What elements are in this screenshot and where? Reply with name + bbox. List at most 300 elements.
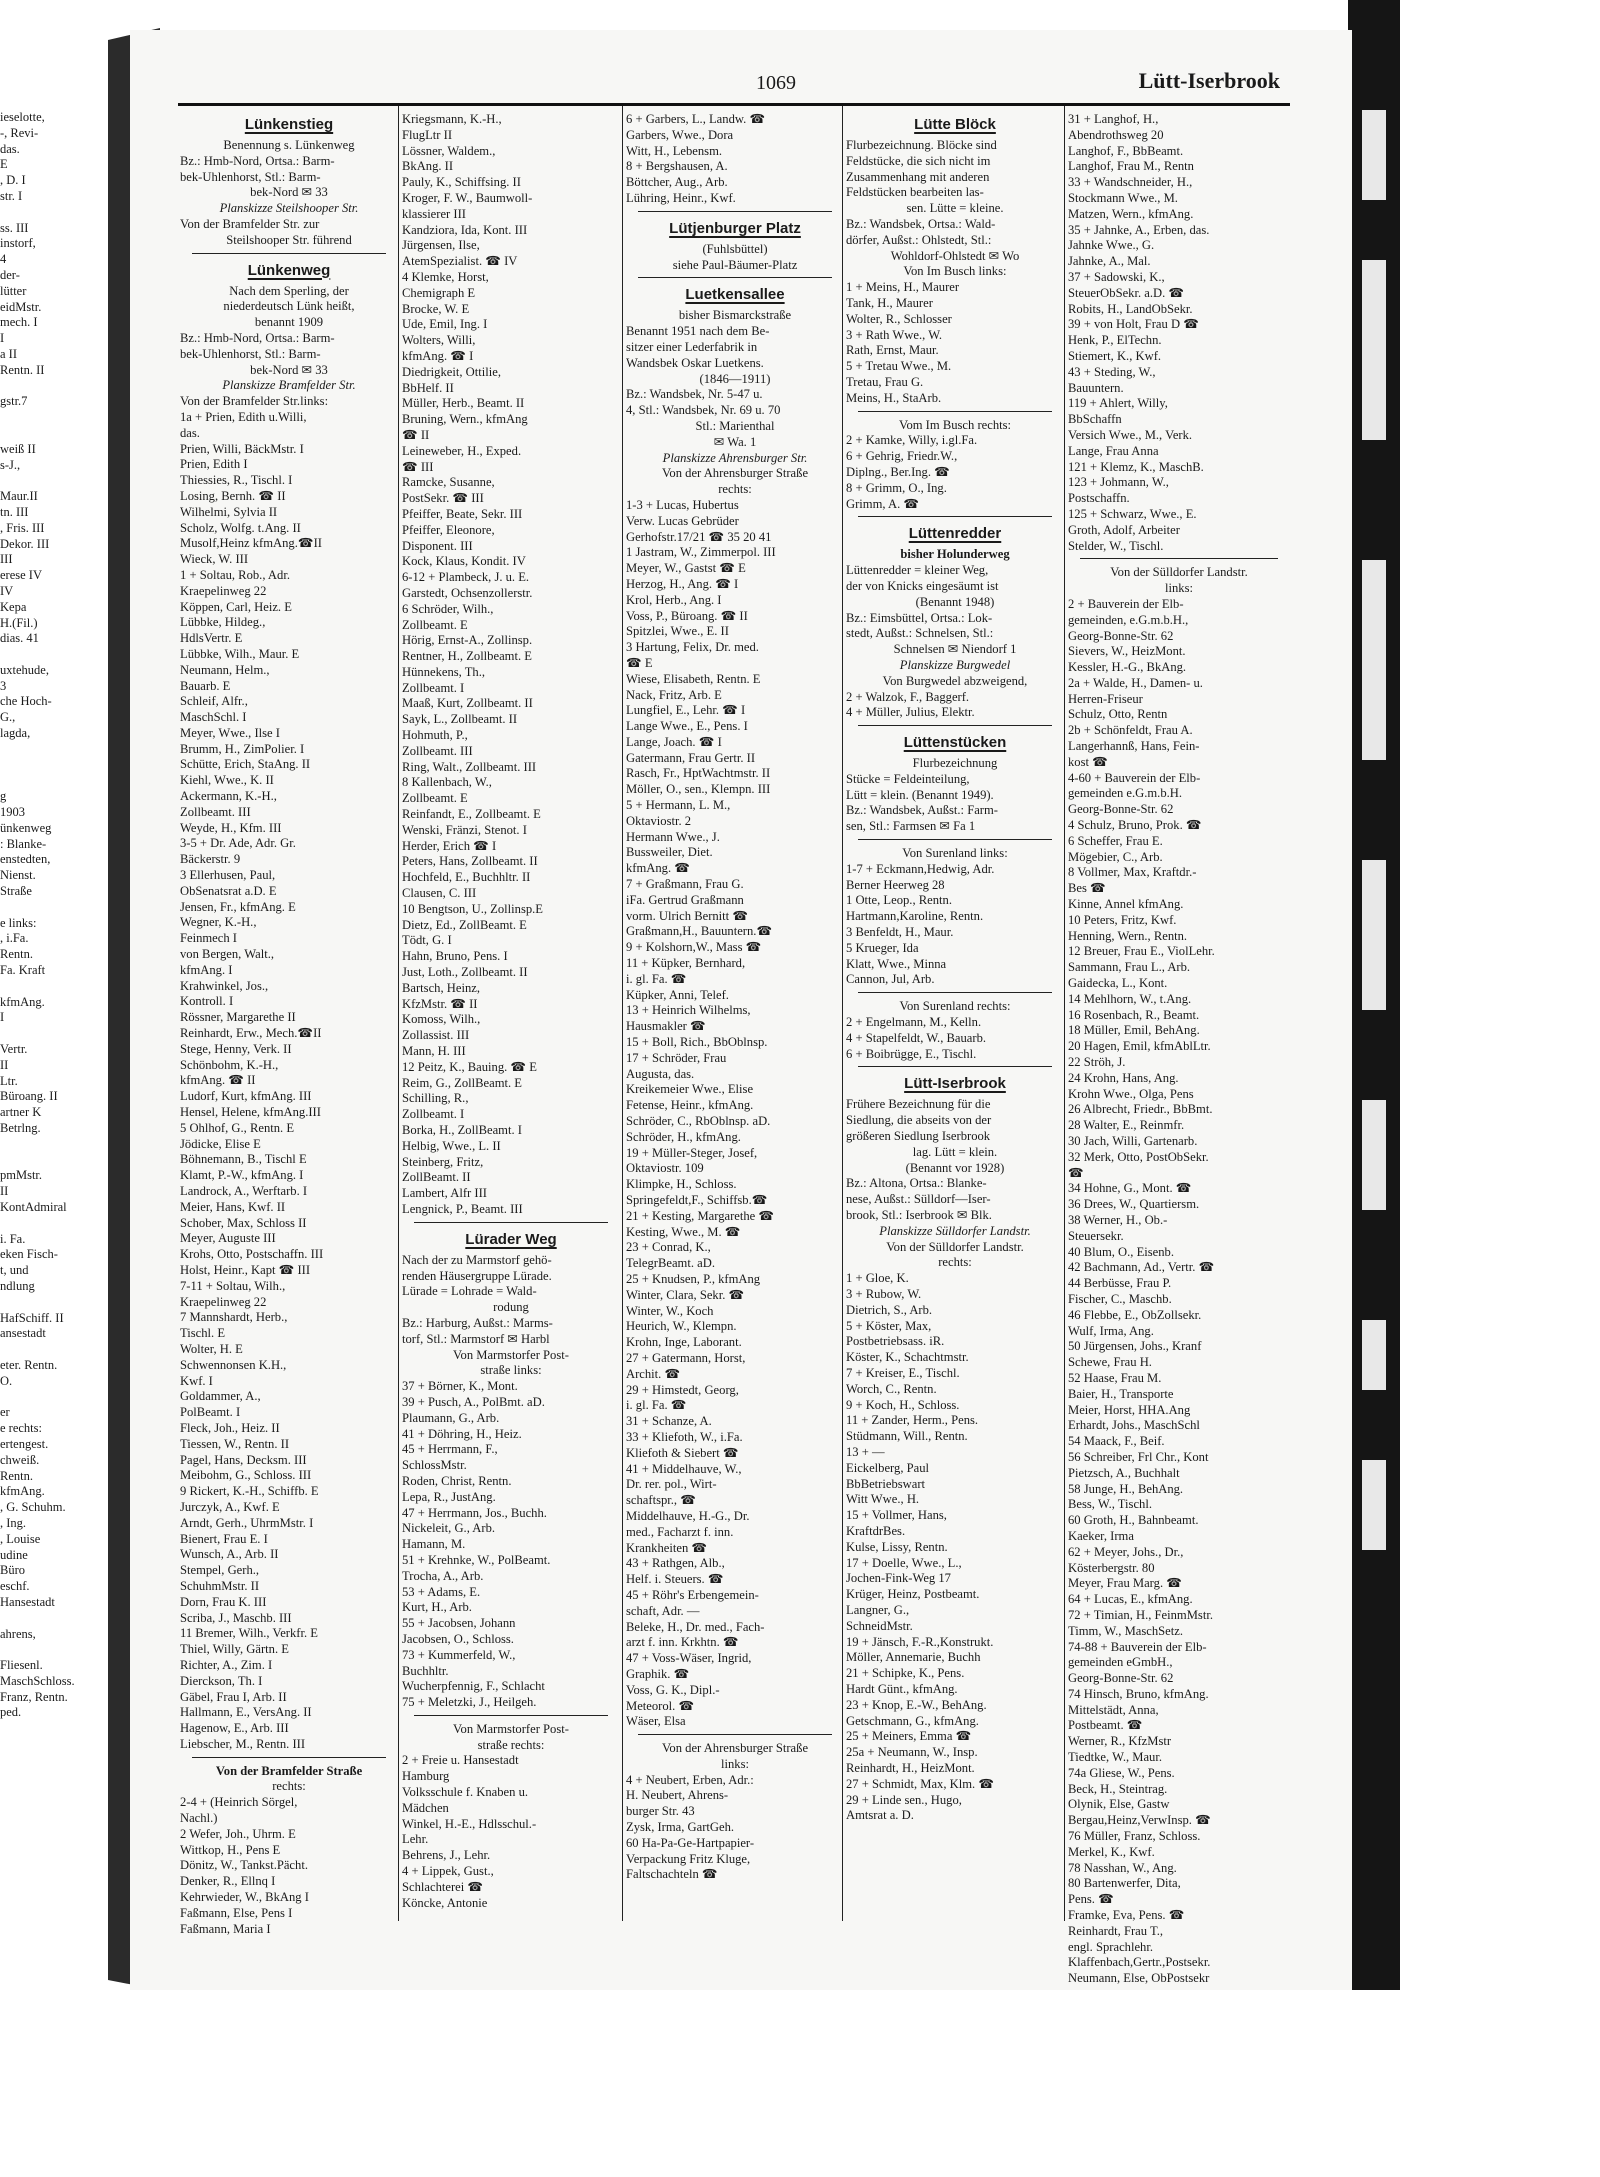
directory-entry: 34 Hohne, G., Mont. ☎ <box>1068 1181 1192 1196</box>
directory-entry: Wandsbek Oskar Luetkens. <box>626 355 764 370</box>
directory-entry: Hohmuth, P., <box>402 728 468 743</box>
directory-entry: Meibohm, G., Schloss. III <box>180 1468 312 1483</box>
street-heading: Lütt-Iserbrook <box>904 1075 1006 1093</box>
directory-entry: Von der Ahrensburger Straße <box>661 1741 809 1756</box>
directory-entry: Georg-Bonne-Str. 62 <box>1068 1671 1174 1686</box>
directory-entry: 2a + Walde, H., Damen- u. <box>1068 675 1203 690</box>
directory-entry: Tank, H., Maurer <box>846 295 933 310</box>
directory-entry: Schulz, Otto, Rentn <box>1068 707 1168 722</box>
directory-entry: 11 + Zander, Herm., Pens. <box>846 1413 979 1428</box>
directory-entry: Denker, R., Ellnq I <box>180 1874 276 1889</box>
directory-entry: Böhnemann, B., Tischl E <box>180 1152 307 1167</box>
directory-entry: 31 + Langhof, H., <box>1068 112 1159 126</box>
directory-entry: Gäbel, Frau I, Arb. II <box>180 1689 287 1704</box>
directory-entry: schaft, Adr. — <box>626 1603 700 1618</box>
header-rule <box>178 103 1290 106</box>
directory-entry: (1846—1911) <box>699 371 771 386</box>
directory-entry: Hermann Wwe., J. <box>626 829 720 844</box>
directory-entry: 1-3 + Lucas, Hubertus <box>626 497 739 512</box>
prev-page-fragment <box>0 1642 104 1658</box>
directory-entry: AtemSpezialist. ☎ IV <box>402 254 518 269</box>
directory-entry: 6 + Gehrig, Friedr.W., <box>846 449 958 464</box>
page-number: 1069 <box>756 72 796 94</box>
directory-entry: 41 + Döhring, H., Heiz. <box>402 1426 522 1441</box>
directory-entry: Wiese, Elisabeth, Rentn. E <box>626 671 761 686</box>
directory-entry: Wulf, Irma, Ang. <box>1068 1323 1154 1338</box>
directory-entry: 28 Walter, E., Reinmfr. <box>1068 1118 1185 1133</box>
directory-entry: PolBeamt. I <box>180 1405 241 1420</box>
directory-entry: Von Marmstorfer Post- <box>453 1721 569 1736</box>
directory-entry: Henning, Wern., Rentn. <box>1068 928 1188 943</box>
directory-entry: Dönitz, W., Tankst.Pächt. <box>180 1858 308 1873</box>
directory-entry: Reim, G., ZollBeamt. E <box>402 1075 522 1090</box>
directory-entry: 21 + Kesting, Margarethe ☎ <box>626 1208 775 1223</box>
directory-entry: Pietzsch, A., Buchhalt <box>1068 1465 1180 1480</box>
directory-entry: rechts: <box>718 482 752 497</box>
directory-entry: Komoss, Wilh., <box>402 1012 481 1027</box>
prev-page-fragment: E <box>0 157 8 172</box>
directory-entry: Kaeker, Irma <box>1068 1528 1134 1543</box>
directory-entry: gemeinden eGmbH., <box>1068 1655 1173 1670</box>
directory-entry: Diplng., Ber.Ing. ☎ <box>846 464 950 479</box>
directory-entry: Scriba, J., Maschb. III <box>180 1610 292 1625</box>
directory-entry: Mann, H. III <box>402 1044 466 1059</box>
directory-entry: Augusta, das. <box>626 1066 695 1081</box>
directory-entry: (Fuhlsbüttel) <box>702 241 768 256</box>
directory-entry: Faßmann, Else, Pens I <box>180 1905 293 1920</box>
directory-entry: straße rechts: <box>477 1737 545 1752</box>
directory-entry: 53 + Adams, E. <box>402 1584 481 1599</box>
directory-entry: H. Neubert, Ahrens- <box>626 1788 729 1803</box>
directory-entry: der von Knicks eingesäumt ist <box>846 578 999 593</box>
directory-entry: Hensel, Helene, kfmAng.III <box>180 1105 321 1120</box>
directory-entry: KfzMstr. ☎ II <box>402 996 478 1011</box>
prev-page-fragment: KontAdmiral <box>0 1199 67 1214</box>
directory-entry: Liebscher, M., Rentn. III <box>180 1736 306 1751</box>
prev-page-fragment: Büro <box>0 1563 25 1578</box>
prev-page-fragment: ss. III <box>0 220 29 235</box>
directory-entry: Winkel, H.-E., Hdlsschul.- <box>402 1816 537 1831</box>
directory-entry: Matzen, Wern., kfmAng. <box>1068 206 1194 221</box>
directory-entry: Meyer, Frau Marg. ☎ <box>1068 1576 1182 1591</box>
directory-entry: sen. Lütte = kleine. <box>906 201 1004 216</box>
directory-entry: Tretau, Frau G. <box>846 374 924 389</box>
directory-entry: Verw. Lucas Gebrüder <box>626 513 739 528</box>
directory-entry: 18 Müller, Emil, BehAng. <box>1068 1023 1200 1038</box>
directory-entry: Kesting, Wwe., M. ☎ <box>626 1224 741 1239</box>
directory-entry: 6 + Garbers, L., Landw. ☎ <box>626 112 766 126</box>
directory-entry: Verpackung Fritz Kluge, <box>626 1851 751 1866</box>
directory-entry: sen, Stl.: Farmsen ✉ Fa 1 <box>846 819 976 834</box>
directory-entry: iFa. Gertrud Graßmann <box>626 892 744 907</box>
prev-page-fragment: enstedten, <box>0 852 51 867</box>
prev-page-fragment: udine <box>0 1547 28 1562</box>
directory-entry: Bergau,Heinz,VerwInsp. ☎ <box>1068 1813 1211 1828</box>
directory-entry: dörfer, Außst.: Ohlstedt, Stl.: <box>846 232 992 247</box>
prev-page-fragment: MaschSchloss. <box>0 1673 75 1688</box>
prev-page-fragment <box>0 773 104 789</box>
directory-entry: 36 Drees, W., Quartiersm. <box>1068 1197 1200 1212</box>
directory-entry: Wilhelmi, Sylvia II <box>180 504 278 519</box>
street-heading: Lünkenweg <box>247 261 331 279</box>
directory-entry: 73 + Kummerfeld, W., <box>402 1647 516 1662</box>
directory-entry: Stempel, Gerh., <box>180 1563 260 1578</box>
directory-entry: Klimpke, H., Schloss. <box>626 1177 737 1192</box>
directory-entry: Mädchen <box>402 1800 449 1815</box>
directory-entry: 3 + Rath Wwe., W. <box>846 327 943 342</box>
directory-entry: 7-11 + Soltau, Wilh., <box>180 1278 286 1293</box>
directory-entry: Hausmakler ☎ <box>626 1019 706 1034</box>
directory-entry: Wegner, K.-H., <box>180 915 257 930</box>
prev-page-fragment: a II <box>0 346 17 361</box>
directory-entry: 47 + Herrmann, Jos., Buchh. <box>402 1505 547 1520</box>
street-heading: Lütjenburger Platz <box>669 219 801 237</box>
prev-page-fragment: II <box>0 1184 9 1199</box>
directory-entry: Voss, G. K., Dipl.- <box>626 1682 720 1697</box>
directory-entry: Bz.: Hmb-Nord, Ortsa.: Barm- <box>180 330 335 345</box>
directory-entry: 5 + Tretau Wwe., M. <box>846 359 952 374</box>
directory-entry: KraftdrBes. <box>846 1523 906 1538</box>
directory-entry: i. gl. Fa. ☎ <box>626 1398 687 1413</box>
directory-entry: Zollbeamt. E <box>402 617 468 632</box>
directory-entry: 3 Ellerhusen, Paul, <box>180 868 276 883</box>
previous-page-column <box>0 110 104 1721</box>
directory-entry: Volksschule f. Knaben u. <box>402 1785 529 1800</box>
directory-entry: 25 + Meiners, Emma ☎ <box>846 1729 972 1744</box>
directory-entry: Bienert, Frau E. I <box>180 1531 268 1546</box>
prev-page-fragment: das. <box>0 141 20 156</box>
prev-page-fragment: , G. Schuhm. <box>0 1500 66 1515</box>
prev-page-fragment: Straße <box>0 884 32 899</box>
directory-entry: 6 Scheffer, Frau E. <box>1068 833 1163 848</box>
directory-entry: Tödt, G. I <box>402 933 452 948</box>
directory-entry: 10 Peters, Fritz, Kwf. <box>1068 912 1177 927</box>
directory-entry: Olynik, Else, Gastw <box>1068 1797 1170 1812</box>
directory-entry: Goldammer, A., <box>180 1389 261 1404</box>
directory-entry: Stelder, W., Tischl. <box>1068 538 1164 553</box>
column-separator <box>622 106 623 1921</box>
directory-entry: Scholz, Wolfg. t.Ang. II <box>180 520 301 535</box>
directory-entry: Zollbeamt. III <box>180 804 251 819</box>
directory-entry: Georg-Bonne-Str. 62 <box>1068 802 1174 817</box>
directory-entry: Hünnekens, Th., <box>402 664 486 679</box>
directory-entry: Krohn Wwe., Olga, Pens <box>1068 1086 1194 1101</box>
prev-page-fragment <box>0 979 104 995</box>
directory-entry: Groth, Adolf, Arbeiter <box>1068 522 1180 537</box>
directory-entry: Lambert, Alfr III <box>402 1186 487 1201</box>
directory-entry: Amtsrat a. D. <box>846 1808 914 1823</box>
directory-entry: Erhardt, Johs., MaschSchl <box>1068 1418 1200 1433</box>
directory-entry: Reinfandt, E., Zollbeamt. E <box>402 807 541 822</box>
directory-entry: med., Facharzt f. inn. <box>626 1524 734 1539</box>
directory-entry: Bess, W., Tischl. <box>1068 1497 1152 1512</box>
directory-entry: größeren Siedlung Iserbrook <box>846 1129 991 1144</box>
directory-entry: Witt Wwe., H. <box>846 1492 920 1507</box>
directory-column-5 <box>1068 112 1290 1987</box>
prev-page-fragment: instorf, <box>0 236 36 251</box>
directory-entry: Faßmann, Maria I <box>180 1921 271 1936</box>
directory-entry: Hallmann, E., VersAng. II <box>180 1705 312 1720</box>
directory-entry: SteuerObSekr. a.D. ☎ <box>1068 285 1185 300</box>
directory-entry: Winter, Clara, Sekr. ☎ <box>626 1287 745 1302</box>
directory-entry: Kandziora, Ida, Kont. III <box>402 222 528 237</box>
directory-entry: Schilling, R., <box>402 1091 469 1106</box>
prev-page-fragment <box>0 205 104 221</box>
directory-entry: 17 + Doelle, Wwe., L., <box>846 1555 962 1570</box>
directory-entry: Kiehl, Wwe., K. II <box>180 773 274 788</box>
directory-entry: Zollbeamt. I <box>402 680 465 695</box>
directory-entry: 50 Jürgensen, Johs., Kranf <box>1068 1339 1202 1354</box>
directory-entry: Bussweiler, Diet. <box>626 845 713 860</box>
directory-entry: 25a + Neumann, W., Insp. <box>846 1745 978 1760</box>
directory-entry: Pfeiffer, Beate, Sekr. III <box>402 506 523 521</box>
directory-entry: 1 Otte, Leop., Rentn. <box>846 893 952 908</box>
directory-entry: 5 + Köster, Max, <box>846 1318 932 1333</box>
directory-entry: 6-12 + Plambeck, J. u. E. <box>402 570 530 585</box>
directory-entry: Schewe, Frau H. <box>1068 1355 1152 1370</box>
directory-entry: Nack, Fritz, Arb. E <box>626 687 722 702</box>
directory-entry: Helf. i. Steuers. ☎ <box>626 1572 724 1587</box>
directory-entry: 8 Vollmer, Max, Kraftdr.- <box>1068 865 1197 880</box>
street-heading: Lünkenstieg <box>244 116 334 133</box>
prev-page-fragment <box>0 1216 104 1232</box>
directory-entry: 72 + Timian, H., FeinmMstr. <box>1068 1607 1213 1622</box>
prev-page-fragment <box>0 1026 104 1042</box>
directory-entry: Bz.: Wandsbek, Ortsa.: Wald- <box>846 216 996 231</box>
directory-entry: 3 Benfeldt, H., Maur. <box>846 925 954 940</box>
prev-page-fragment: ped. <box>0 1705 22 1720</box>
directory-entry: 9 + Kolshorn,W., Mass ☎ <box>626 940 762 955</box>
prev-page-fragment <box>0 1137 104 1153</box>
directory-entry: Merkel, K., Kwf. <box>1068 1844 1155 1859</box>
directory-entry: Schröder, H., kfmAng. <box>626 1129 741 1144</box>
directory-entry: Henk, P., ElTechn. <box>1068 333 1162 348</box>
prev-page-fragment: III <box>0 552 13 567</box>
directory-entry: Von Surenland links: <box>902 846 1008 861</box>
directory-entry: Krol, Herb., Ang. I <box>626 592 722 607</box>
directory-entry: 3-5 + Dr. Ade, Adr. Gr. <box>180 836 296 851</box>
directory-entry: Schleif, Alfr., <box>180 694 248 709</box>
directory-entry: Köster, K., Schachtmstr. <box>846 1350 969 1365</box>
section-divider <box>192 1757 386 1758</box>
prev-page-fragment: Kepa <box>0 599 27 614</box>
directory-entry: Kinne, Annel kfmAng. <box>1068 897 1184 912</box>
directory-entry: Schönbohm, K.-H., <box>180 1057 279 1072</box>
directory-entry: Köppen, Carl, Heiz. E <box>180 599 292 614</box>
prev-page-fragment: ieselotte, <box>0 110 45 124</box>
directory-entry: Möller, Annemarie, Buchh <box>846 1650 981 1665</box>
directory-entry: 39 + von Holt, Frau D ☎ <box>1068 317 1199 332</box>
directory-entry: Langner, G., <box>846 1602 910 1617</box>
section-divider <box>858 725 1052 726</box>
directory-entry: Wunsch, A., Arb. II <box>180 1547 279 1562</box>
directory-entry: Lungfiel, E., Lehr. ☎ I <box>626 703 746 718</box>
directory-entry: PostSekr. ☎ III <box>402 491 484 506</box>
prev-page-fragment: Franz, Rentn. <box>0 1689 68 1704</box>
directory-entry: Graphik. ☎ <box>626 1666 690 1681</box>
prev-page-fragment: i. Fa. <box>0 1231 26 1246</box>
directory-entry: lag. Lütt = klein. <box>912 1144 998 1159</box>
directory-entry: gemeinden, e.G.m.b.H., <box>1068 612 1189 627</box>
directory-entry: 5 Ohlhof, G., Rentn. E <box>180 1120 295 1135</box>
directory-entry: Leineweber, H., Exped. <box>402 443 522 458</box>
directory-entry: klassierer III <box>402 206 466 221</box>
directory-entry: 58 Junge, H., BehAng. <box>1068 1481 1184 1496</box>
directory-entry: kfmAng. ☎ I <box>402 348 474 363</box>
directory-entry: Wolter, R., Schlosser <box>846 311 952 326</box>
directory-entry: 119 + Ahlert, Willy, <box>1068 396 1168 411</box>
directory-entry: benannt 1909 <box>254 315 324 330</box>
directory-entry: Kontroll. I <box>180 994 234 1009</box>
section-divider <box>192 253 386 254</box>
directory-entry: Kroger, F. W., Baumwoll- <box>402 190 533 205</box>
directory-entry: Frühere Bezeichnung für die <box>846 1097 991 1112</box>
directory-entry: Rasch, Fr., HptWachtmstr. II <box>626 766 771 781</box>
directory-entry: Ramcke, Susanne, <box>402 475 495 490</box>
directory-entry: Stl.: Marienthal <box>695 418 775 433</box>
prev-page-fragment: g <box>0 789 7 804</box>
directory-entry: 29 + Linde sen., Hugo, <box>846 1792 962 1807</box>
directory-entry: Von der Bramfelder Str. zur <box>180 216 320 231</box>
directory-entry: 8 + Bergshausen, A. <box>626 159 728 174</box>
directory-entry: Grimm, A. ☎ <box>846 496 920 511</box>
directory-entry: 51 + Krehnke, W., PolBeamt. <box>402 1552 551 1567</box>
directory-entry: Baier, H., Transporte <box>1068 1386 1174 1401</box>
directory-entry: Brumm, H., ZimPolier. I <box>180 741 305 756</box>
directory-entry: Landrock, A., Werftarb. I <box>180 1184 308 1198</box>
prev-page-fragment: , D. I <box>0 173 26 188</box>
directory-entry: Jensen, Fr., kfmAng. E <box>180 899 296 914</box>
directory-entry: Zollbeamt. E <box>402 791 468 806</box>
directory-entry: 4 + Lippek, Gust., <box>402 1864 494 1879</box>
directory-entry: 40 Blum, O., Eisenb. <box>1068 1244 1174 1259</box>
directory-entry: Worch, C., Rentn. <box>846 1381 937 1396</box>
column-separator <box>1064 106 1065 1921</box>
directory-entry: Meteorol. ☎ <box>626 1698 695 1713</box>
prev-page-fragment <box>0 473 104 489</box>
prev-page-fragment: Rentn. <box>0 1468 33 1483</box>
directory-entry: Hochfeld, E., Buchhltr. II <box>402 870 531 885</box>
section-divider <box>638 211 832 212</box>
directory-entry: gemeinden e.G.m.b.H. <box>1068 786 1183 801</box>
directory-entry: Just, Loth., Zollbeamt. II <box>402 965 528 980</box>
directory-entry: Richter, A., Zim. I <box>180 1657 273 1672</box>
directory-entry: 2 + Bauverein der Elb- <box>1068 596 1184 611</box>
prev-page-fragment <box>0 758 104 774</box>
directory-entry: Planskizze Sülldorfer Landstr. <box>879 1223 1031 1238</box>
directory-entry: Schütte, Erich, StaAng. II <box>180 757 311 772</box>
prev-page-fragment: I <box>0 1010 5 1025</box>
directory-entry: bek-Uhlenhorst, Stl.: Barm- <box>180 346 321 361</box>
directory-entry: Sammann, Frau L., Arb. <box>1068 960 1191 975</box>
directory-entry: torf, Stl.: Marmstorf ✉ Harbl <box>402 1331 550 1346</box>
prev-page-fragment: Fliesenl. <box>0 1658 43 1673</box>
directory-entry: Kreikemeier Wwe., Elise <box>626 1082 754 1097</box>
directory-entry: Krohs, Otto, Postschaffn. III <box>180 1247 324 1262</box>
directory-entry: ☎ III <box>402 459 434 474</box>
directory-entry: Ring, Walt., Zollbeamt. III <box>402 759 537 774</box>
directory-entry: Wolters, Willi, <box>402 333 476 348</box>
section-divider <box>638 1734 832 1735</box>
directory-entry: Steilshooper Str. führend <box>226 232 352 247</box>
directory-entry: Wohldorf-Ohlstedt ✉ Wo <box>890 248 1020 263</box>
directory-entry: Wolter, H. E <box>180 1341 243 1356</box>
directory-entry: Disponent. III <box>402 538 473 553</box>
directory-entry: Jahnke, A., Mal. <box>1068 254 1151 269</box>
directory-column-1 <box>180 112 398 1937</box>
directory-entry: Krohn, Inge, Laborant. <box>626 1335 742 1350</box>
directory-entry: Meier, Horst, HHA.Ang <box>1068 1402 1191 1417</box>
prev-page-fragment: er <box>0 1405 10 1420</box>
directory-entry: Meyer, Wwe., Ilse I <box>180 725 280 740</box>
directory-entry: Langerhannß, Hans, Fein- <box>1068 739 1200 754</box>
directory-entry: Flurbezeichnung. Blöcke sind <box>846 138 997 152</box>
directory-entry: 38 Werner, H., Ob.- <box>1068 1212 1168 1227</box>
directory-entry: Dietrich, S., Arb. <box>846 1302 933 1317</box>
directory-entry: Bes ☎ <box>1068 881 1106 896</box>
directory-entry: Herren-Friseur <box>1068 691 1143 706</box>
directory-entry: 37 + Sadowski, K., <box>1068 269 1165 284</box>
directory-entry: Benennung s. Lünkenweg <box>223 138 355 152</box>
directory-entry: 13 + Heinrich Wilhelms, <box>626 1003 751 1018</box>
directory-entry: Oktaviostr. 109 <box>626 1161 704 1176</box>
directory-entry: Zollbeamt. I <box>402 1107 465 1122</box>
prev-page-fragment: lagda, <box>0 726 31 741</box>
directory-entry: 47 + Voss-Wäser, Ingrid, <box>626 1651 752 1666</box>
directory-entry: TelegrBeamt. aD. <box>626 1256 715 1271</box>
directory-entry: Bz.: Altona, Ortsa.: Blanke- <box>846 1176 987 1191</box>
directory-entry: engl. Sprachlehr. <box>1068 1939 1153 1954</box>
directory-entry: arzt f. inn. Krkhtn. ☎ <box>626 1635 739 1650</box>
directory-entry: 1-7 + Eckmann,Hedwig, Adr. <box>846 861 995 876</box>
directory-entry: 7 + Kreiser, E., Tischl. <box>846 1365 960 1380</box>
directory-entry: Herzog, H., Ang. ☎ I <box>626 576 739 591</box>
prev-page-fragment: kfmAng. <box>0 994 45 1009</box>
directory-entry: Kraepelinweg 22 <box>180 583 267 598</box>
directory-entry: 7 + Graßmann, Frau G. <box>626 877 744 892</box>
directory-column-4 <box>846 112 1064 1824</box>
directory-entry: 33 + Kliefoth, W., i.Fa. <box>626 1429 743 1444</box>
directory-entry: Flurbezeichnung <box>912 756 998 771</box>
directory-entry: burger Str. 43 <box>626 1804 695 1819</box>
prev-page-fragment: e rechts: <box>0 1421 42 1436</box>
section-divider <box>858 516 1052 517</box>
directory-entry: Postbeamt. ☎ <box>1068 1718 1143 1733</box>
directory-entry: 6 Schröder, Wilh., <box>402 601 494 616</box>
directory-entry: 1 Jastram, W., Zimmerpol. III <box>626 545 776 560</box>
directory-entry: 4-60 + Bauverein der Elb- <box>1068 770 1201 785</box>
directory-entry: Clausen, C. III <box>402 886 477 901</box>
directory-entry: bisher Holunderweg <box>900 547 1010 562</box>
directory-entry: Archit. ☎ <box>626 1366 681 1381</box>
directory-entry: Hartmann,Karoline, Rentn. <box>846 909 984 924</box>
prev-page-fragment: ndlung <box>0 1278 35 1293</box>
directory-entry: 30 Jach, Willi, Gartenarb. <box>1068 1134 1198 1148</box>
directory-entry: Kraepelinweg 22 <box>180 1294 267 1309</box>
directory-entry: links: <box>1165 581 1193 596</box>
directory-entry: nese, Außst.: Sülldorf—Iser- <box>846 1192 991 1207</box>
directory-entry: Lürade = Lohrade = Wald- <box>402 1284 537 1299</box>
directory-entry: MaschSchl. I <box>180 710 247 725</box>
directory-entry: Lengnick, P., Beamt. III <box>402 1201 523 1216</box>
prev-page-fragment: Vertr. <box>0 1042 28 1057</box>
directory-entry: Stiemert, K., Kwf. <box>1068 348 1162 363</box>
directory-entry: Feldstücken bearbeiten las- <box>846 185 984 200</box>
directory-entry: Fetense, Heinr., kfmAng. <box>626 1098 754 1113</box>
directory-entry: kfmAng. I <box>180 962 233 977</box>
directory-entry: Helbig, Wwe., L. II <box>402 1138 501 1153</box>
directory-entry: Jürgensen, Ilse, <box>402 238 480 253</box>
